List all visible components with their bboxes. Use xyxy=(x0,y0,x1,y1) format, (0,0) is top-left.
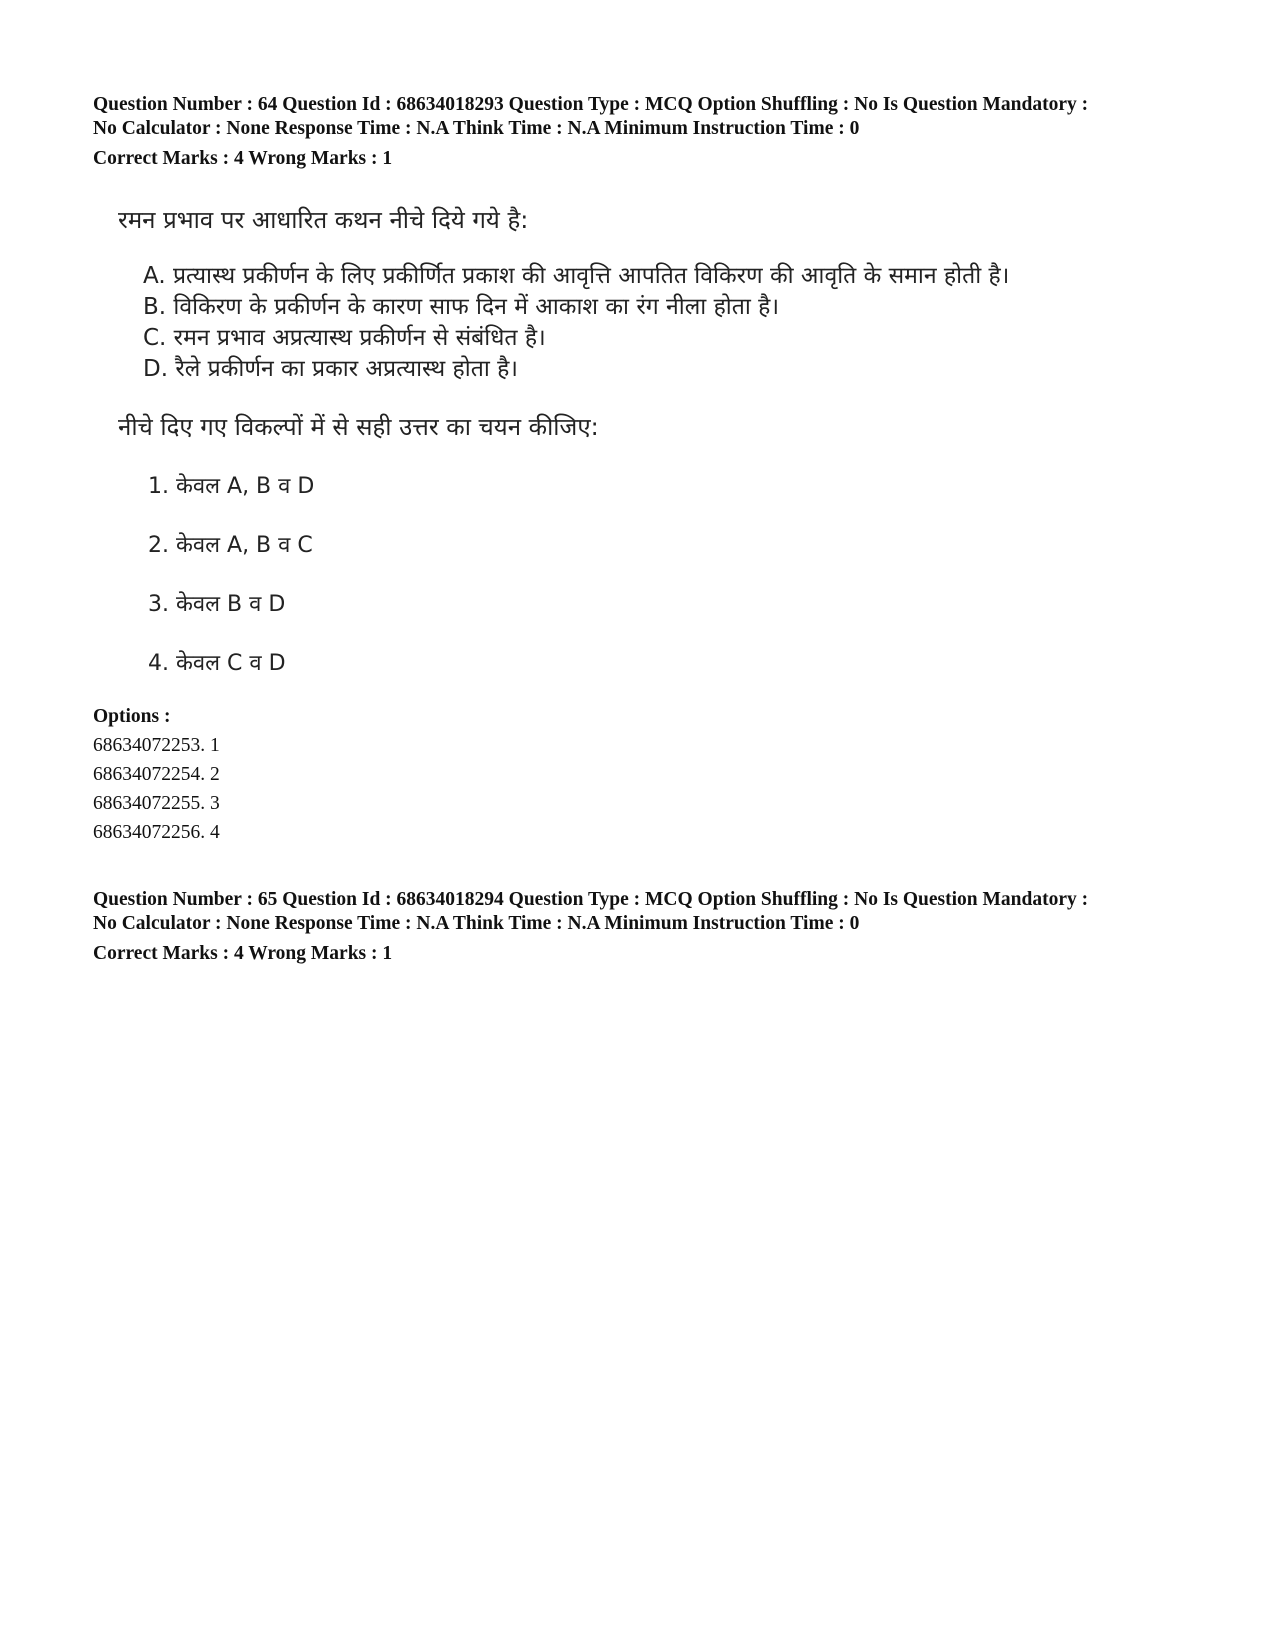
option-item-3: 68634072255. 3 xyxy=(93,793,220,814)
option-item-4: 68634072256. 4 xyxy=(93,822,220,843)
question-intro: रमन प्रभाव पर आधारित कथन नीचे दिये गये है: xyxy=(118,206,529,234)
choice-2: 2. केवल A, B व C xyxy=(148,533,313,558)
question-64-header xyxy=(93,93,1213,141)
statement-d: D. रैले प्रकीर्णन का प्रकार अप्रत्यास्थ होता है। xyxy=(143,356,519,382)
question-64-meta-line-2: No Calculator : None Response Time : N.A Think Time : N.A Minimum Instruction Time : 0 xyxy=(93,118,860,139)
choice-3: 3. केवल B व D xyxy=(148,592,286,617)
question-65-header xyxy=(93,888,1213,936)
question-64-marks xyxy=(93,147,1213,171)
question-64-options xyxy=(93,702,220,847)
question-65-meta-line-1: Question Number : 65 Question Id : 68634018294 Question Type : MCQ Option Shuffling : No Is Question Mandatory : xyxy=(93,889,1089,910)
statement-b: B. विकिरण के प्रकीर्णन के कारण साफ दिन में आकाश का रंग नीला होता है। xyxy=(143,294,780,320)
question-65-meta-line-2: No Calculator : None Response Time : N.A Think Time : N.A Minimum Instruction Time : 0 xyxy=(93,913,860,934)
statement-a: A. प्रत्यास्थ प्रकीर्णन के लिए प्रकीर्णित प्रकाश की आवृत्ति आपतित विकिरण की आवृति के समान होती है। xyxy=(143,263,1010,289)
choice-4: 4. केवल C व D xyxy=(148,651,286,676)
question-prompt: नीचे दिए गए विकल्पों में से सही उत्तर का चयन कीजिए: xyxy=(118,413,599,441)
options-title: Options : xyxy=(93,706,171,727)
question-64-marks-text: Correct Marks : 4 Wrong Marks : 1 xyxy=(93,148,393,169)
option-item-2: 68634072254. 2 xyxy=(93,764,220,785)
statement-c: C. रमन प्रभाव अप्रत्यास्थ प्रकीर्णन से संबंधित है। xyxy=(143,325,546,351)
question-64-meta-line-1: Question Number : 64 Question Id : 68634018293 Question Type : MCQ Option Shuffling : No Is Question Mandatory : xyxy=(93,94,1089,115)
question-65-marks xyxy=(93,942,1213,966)
choice-1: 1. केवल A, B व D xyxy=(148,474,315,499)
question-65-marks-text: Correct Marks : 4 Wrong Marks : 1 xyxy=(93,943,393,964)
option-item-1: 68634072253. 1 xyxy=(93,735,220,756)
